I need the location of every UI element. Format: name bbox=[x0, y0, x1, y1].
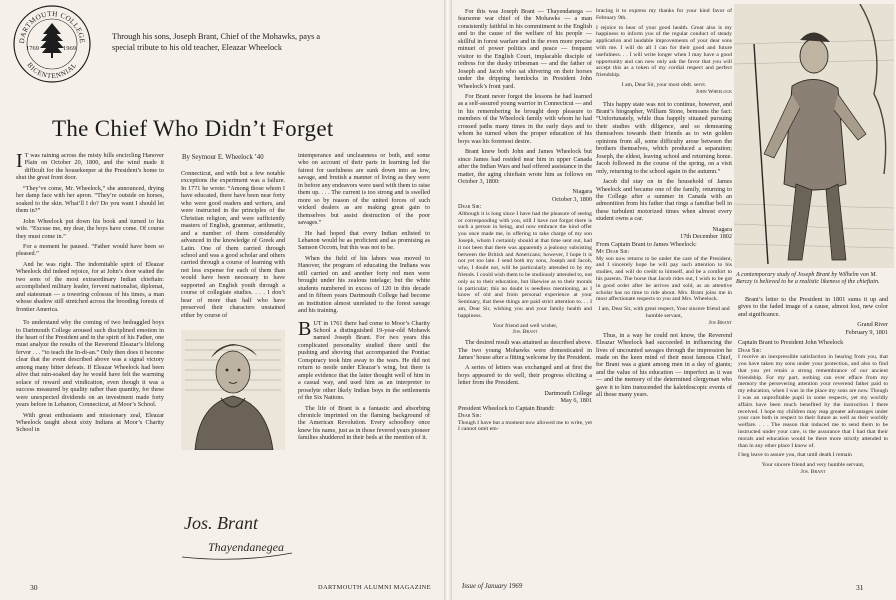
letter-signature: Jos Brant bbox=[708, 319, 732, 326]
signature-line-2: Thayendanegea bbox=[208, 540, 284, 554]
drop-cap: I bbox=[16, 150, 23, 172]
page-number-right: 31 bbox=[856, 583, 864, 592]
paragraph: Jacob did stay on in the household of James Wheelock and became one of the family, returning to the College after a summer in Canada with an admonition from his father that rings a familiar bell in these turbulent motorized times when almost every student owns a car. bbox=[596, 178, 732, 223]
letter-body: My son now returns to be under the care of the President, and I sincerely hope he will pay such attention to his studies, and will do credit to himself, and be a comfort to his parents. The horse that Jacob rides out, I wish to be got in good order after he arrives and sold, as an attentive scholar has no time to ride about. Mrs. Brant joins me in most affectionate respects to you and Mrs. Wheelock. bbox=[596, 255, 732, 303]
letter-place: Niagara bbox=[712, 225, 732, 233]
letter-heading: From Captain Brant to James Wheelock: bbox=[596, 240, 697, 248]
column-1 bbox=[16, 152, 164, 579]
seal-year-left: 1769 bbox=[26, 45, 39, 52]
letter-date: October 3, 1800 bbox=[551, 195, 592, 203]
paragraph: “They’ve come, Mr. Wheelock,” she announced, drying her damp face with her apron. “They’re outside on horses, soaked to the skin. What’ll I do? Do you want I should let them in?” bbox=[16, 184, 164, 215]
letter-heading: Captain Brant to President John Wheelock bbox=[738, 339, 844, 347]
byline: By Seymour E. Wheelock ’40 bbox=[182, 154, 264, 161]
letter-signature: Jos. Brant bbox=[800, 468, 826, 475]
letter-body: I rejoice to hear of your good health. Great also is my happiness to inform you of the regular conduct of steady application and laudable improvements of your dear sons with me. I will do all I can for their good and future usefulness. . . I will write longer when I may have a good opportunity and can now only ask the favor that you will accept this as a token of my cordial respect and perfect friendship. bbox=[596, 24, 732, 79]
letter-closing: I am, Dear Sir, with great respect, Your sincere friend and humble servant, bbox=[598, 306, 730, 319]
letter-salutation: My Dear Sir: bbox=[596, 248, 630, 256]
article-title: The Chief Who Didn’t Forget bbox=[52, 116, 334, 141]
paragraph: For this was Joseph Brant — Thayendanega — fearsome war chief of the Mohawks — a man consistently faithful in his commitment to the English and to the cause of the welfare of his people — skillful in forest warfare and in the even more precise minuet of power politics and peace — frequent visitor to the English Court, implacable disciple of redress for the dusky tribesman — and the father of Joseph and Jacob who sat shivering on their horses under the dripping hemlocks in President John Wheelock’s front yard. bbox=[458, 8, 592, 90]
letter-closing: Your sincere friend and very humble servant, bbox=[761, 462, 865, 469]
letter-heading: President Wheelock to Captain Brandt: bbox=[458, 404, 555, 412]
bicentennial-seal bbox=[12, 4, 92, 84]
column-5 bbox=[596, 8, 732, 580]
letter-salutation: Dear Sir: bbox=[458, 203, 482, 211]
paragraph: For a moment he paused. “Father would have been so pleased.” bbox=[16, 242, 164, 258]
paragraph: Thus, in a way he could not know, the Reverend Eleazar Wheelock had succeeded in influencing the lives of uncounted savages through the impression he made on the keen mind of their most famous Chief, for Brant was a giant among men in a day of giants; and the value of his education — imperfect as it was — and the memory of the determined clergyman who gave it to him transcended the kaleidoscopic events of all those many years. bbox=[596, 331, 732, 399]
letter-salutation: Dear Sir: bbox=[738, 346, 762, 354]
paragraph: A series of letters was exchanged and at first the boys appeared to do well, their progress eliciting a letter from the President. bbox=[458, 364, 592, 387]
letter-signature: Jos. Brant bbox=[512, 329, 538, 336]
paragraph: And he was right. The indomitable spirit of Eleazar Wheelock did indeed rejoice, for at John’s door waited the two sons of the most extraordinary Indian chieftain: accomplished military leader, fervent nationalist, diplomat, and statesman — a towering colossus of his times, a man whose shadow still stretched across the brooding forests of frontier America. bbox=[16, 260, 164, 313]
letter-body: I receive an inexpressible satisfaction in hearing from you, that you have taken my sons under your protection, and also to find that you yet retain a strong remembrance of our ancient friendship. For my part, nothing can ever efface from my memory the persevering attention your reverend father paid to my education, when I was in the place my sons are now. Though I was an unprofitable pupil in some respects, yet my worldly affairs have been much benefited by the instruction I there received. I hope my children may reap greater advantages under your care both in respect to their future as well as their worldly welfare. . . . The reason that induced me to send them to be instructed under your care, is the assurance that I had that their morals and education would be there more strictly attended to than in any other place I know of. bbox=[738, 354, 888, 449]
letter-body: Though I have but a moment now allowed me to write, yet I cannot omit em- bbox=[458, 419, 592, 433]
column-4 bbox=[458, 8, 592, 580]
issue-date: Issue of January 1969 bbox=[462, 583, 523, 590]
letter-body: bracing it to express my thanks for your kind favor of February 9th. bbox=[596, 8, 732, 21]
letter-signature: John Wheelock bbox=[695, 88, 732, 95]
paragraph: When the field of his labors was moved to Hanover, the program of educating the Indians was still carried on and another forty red men were brought under his zealous tutelage; but the white students numbered in excess of 120 in this decade and in fifteen years Dartmouth College had become an institution almost unrelated to the forest savage and his training. bbox=[298, 254, 430, 315]
paragraph: UT in 1761 there had come to Moor’s Charity School a distinguished 19-year-old Mohawk named Joseph Brant. For two years this complicated personality studied there until the pushing and shoving that accompanied the Pontiac Conspiracy took him away to the wars. He did not return to nestle under Eleazar’s wing, but there is ample evidence that the latter thought well of him in a casual way, and used him as an interpreter to proselyte other likely Indian boys in the settlements of the Six Nations. bbox=[298, 319, 430, 402]
paragraph: The life of Brant is a fantastic and absorbing chronicle imprinted on the flaming background of the American Revolution. Every schoolboy once knew his name, just as in those fevered years pioneer families shuddered in their beds at the mention of it. bbox=[298, 404, 430, 442]
paragraph: The desired result was attained as described above. The two young Mohawks were domesticated in James’ house after a fitting welcome by the President. bbox=[458, 339, 592, 362]
letter-date: 17th December 1802 bbox=[680, 233, 732, 241]
intro-text: Through his sons, Joseph Brant, Chief of the Mohawks, pays a special tribute to his old teacher, Eleazar Wheelock bbox=[112, 32, 321, 52]
paragraph: This happy state was not to continue, however, and Brant’s biographer, William Stone, bemoans the fact: “Unfortunately, while thus happily situated pursuing their studies with diligence, and so demeaning themselves towards their friends as to win golden opinions from all, some difficulty arose between the brothers themselves, which produced a separation; Joseph, the eldest, leaving school and returning home. Jacob followed in the course of the spring, on a visit only, returning to the school again in the autumn.” bbox=[596, 100, 732, 175]
letter-place: Dartmouth College bbox=[544, 389, 592, 397]
letter-closing: I am, Dear Sir, your most obdt. servt. bbox=[621, 81, 707, 88]
paragraph: He had hoped that every Indian enlisted to Lebanon would be as proficient and as promising as Samson Occom, but this was not to be. bbox=[298, 229, 430, 252]
column-2 bbox=[181, 170, 285, 322]
letter-body: Although it is long since I have had the pleasure of seeing or corresponding with you, still I have not forgot there is such a person in being, and now embrace the kind offer you once made me, in offering to take charge of my son Joseph, whom I certainly should at that time sent out, had it not been that there was apparently a jealousy subsisting between the British and Americans; however, I hope it is not yet too late. I send both my sons, Joseph and Jacob, who, I doubt not, will be particularly attended to by my friends. I could wish them to be studiously attended to, not only as to their education, but likewise as to their morals in particular; this no doubt is needless mentioning, as I know of old and from personal experience at your Seminary, that these things are paid strict attention to. . . I am, Dear Sir, wishing you and your family health and happiness. bbox=[458, 210, 592, 319]
letter-place: Niagara bbox=[572, 188, 592, 196]
image-caption: A contemporary study of Joseph Brant by Wilhelm von M. Berczy is believed to be a realistic likeness of the chieftain. bbox=[736, 272, 880, 286]
page-gutter bbox=[444, 0, 452, 600]
brant-etching-illustration bbox=[734, 4, 894, 268]
paragraph: Brant knew both John and James Wheelock but since James had resided near him in upper Canada after the Indian Wars and had offered assistance in the matter, the aging chieftain wrote him as follows on October 3, 1800: bbox=[458, 148, 592, 185]
letter-salutation: Dear Sir: bbox=[458, 412, 482, 420]
drop-cap: B bbox=[298, 317, 312, 340]
paragraph: To understand why the coming of two bedraggled boys to Dartmouth College aroused such disciplined emotion in the heart of the President and in the spirit of his Father, one must analyze the results of the Reverend Eleazar’s lifelong fervor . . . “to teach the In-di-an.” Only then does it become clear that the event described above was a signal victory among many bitter defeats. If Eleazar Wheelock had been alive that rain-soaked day he would have felt the warming solace of reward and vindication, even though it was a success measured by quality rather than quantity, for these were unexpected dividends on an investment made forty years before in Lebanon, Connecticut, at Moor’s School. bbox=[16, 319, 164, 409]
seal-bottom-text: BICENTENNIAL bbox=[25, 61, 79, 81]
column-6 bbox=[738, 296, 888, 586]
seal-year-right: 1969 bbox=[63, 45, 76, 52]
paragraph: For Brant never forgot the lessons he had learned as a self-assured young warrior in Connecticut — and in his remembering he brought deep pleasure to members of the Wheelock family with whom he had crossed paths many times in the early days and to whom he turned when the proper education of his boys was his foremost desire. bbox=[458, 92, 592, 145]
paragraph: Connecticut, and with but a few notable exceptions the experiment was a failure. In 1771 he wrote: “Among those whom I have educated, there have been near forty who were good readers and writers, and were instructed in the principles of the Christian religion, and were sufficiently masters of English, grammar, arithmetic, and a number of them considerably advanced in the knowledge of Greek and Latin. One of them carried through school and was a good scholar and others carried through a course of learning with not less expense for each of them than would have been necessary to have supported an English youth through a course of collegiate studies. . . . I don’t hear of more than half who have preserved their characters unstained either by course of bbox=[181, 170, 285, 319]
page-number-left: 30 bbox=[30, 583, 38, 592]
magazine-name: DARTMOUTH ALUMNI MAGAZINE bbox=[318, 584, 431, 591]
paragraph: T was raining across the misty hills encircling Hanover Plain on October 20, 1800, and the wind made it difficult for the housekeeper at the President’s home to shut the great front door. bbox=[16, 152, 164, 182]
seal-top-text: DARTMOUTH COLLEGE bbox=[17, 9, 87, 44]
letter-place: Grand River bbox=[857, 321, 888, 329]
column-3 bbox=[298, 152, 430, 584]
paragraph: intemperance and uncleanness or both, and some who on account of their parts in learning led the fairest for usefulness are sunk down into as low, savage, and brutish a manner of living as they were in before any endeavors were used with them to raise them up. . . . The current is too strong and is swelled more so by reason of the united forces of such wicked dealers as are making great gain to themselves but assist destruction of the poor savages.” bbox=[298, 152, 430, 227]
letter-closing: Your friend and well wisher, bbox=[492, 322, 558, 329]
paragraph: Brant’s letter to the President in 1801 sums it up and gives to the faded image of a cause, almost lost, new color and significance. bbox=[738, 296, 888, 318]
pine-tree-icon bbox=[40, 23, 64, 58]
signature-line-1: Jos. Brant bbox=[184, 513, 258, 533]
letter-date: May 6, 1801 bbox=[560, 397, 592, 405]
brant-signature bbox=[178, 505, 296, 563]
brant-portrait-illustration bbox=[181, 330, 285, 450]
letter-date: February 9, 1801 bbox=[845, 328, 888, 336]
paragraph: John Wheelock put down his book and turned to his wife. “Excuse me, my dear, the boys have come. Of course they must come in.” bbox=[16, 217, 164, 240]
paragraph: With great enthusiasm and missionary zeal, Eleazar Wheelock taught about sixty Indians at Moor’s Charity School in bbox=[16, 411, 164, 434]
letter-body: I beg leave to assure you, that until death I remain bbox=[738, 452, 852, 459]
